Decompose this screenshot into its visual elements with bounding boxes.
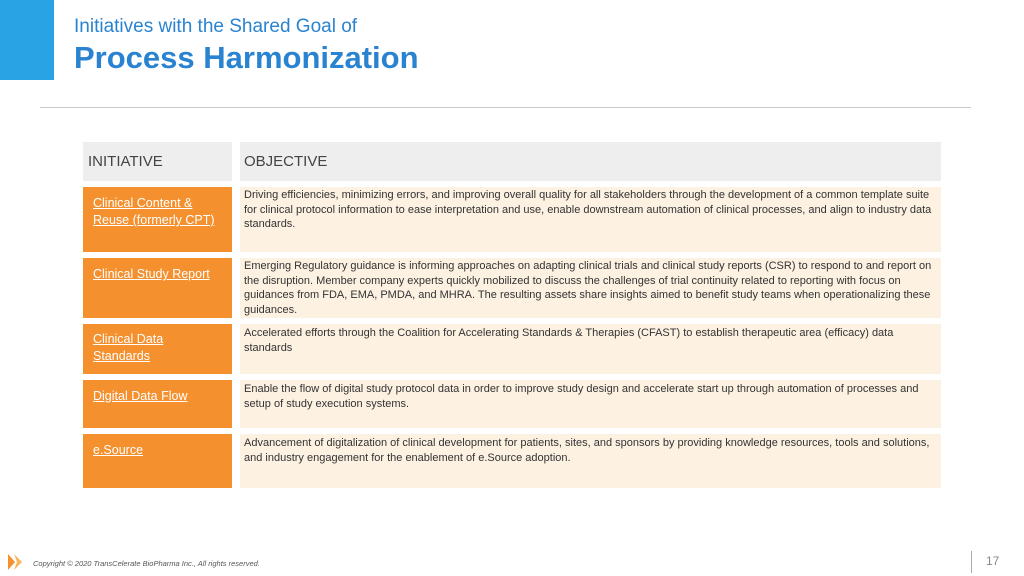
initiatives-table [83,142,941,488]
page-subtitle: Initiatives with the Shared Goal of [74,16,358,37]
copyright-text: Copyright © 2020 TransCelerate BioPharma Inc., All rights reserved. [33,559,260,568]
objective-cell: Enable the flow of digital study protocol data in order to improve study design and accelerate start up through automation of processes and setup of study execution systems. [240,380,941,428]
accent-block [0,0,54,80]
objective-cell: Advancement of digitalization of clinical development for patients, sites, and sponsors by providing knowledge resources, tools and solutions, and industry engagement for the enablement of e.Source adoption. [240,434,941,488]
initiative-link-esource[interactable]: e.Source [93,443,144,457]
objective-header: OBJECTIVE [240,142,941,181]
objective-cell: Driving efficiencies, minimizing errors, and improving overall quality for all stakeholders through the development of a common template suite for clinical protocol information to ease interpretation and use, enable downstream automation of clinical processes, and align to industry data standards. [240,187,941,252]
transcelerate-logo-icon [6,552,24,572]
initiative-cell [83,434,232,488]
initiative-link-clinical-data-standards[interactable]: Clinical Data Standards [93,332,164,363]
initiative-link-clinical-content[interactable]: Clinical Content & Reuse (formerly CPT) [93,196,215,227]
title-divider [40,107,971,108]
initiative-link-digital-data-flow[interactable]: Digital Data Flow [93,389,188,403]
page-number-divider [971,551,972,573]
initiative-header: INITIATIVE [83,142,232,181]
initiative-link-clinical-study-report[interactable]: Clinical Study Report [93,267,210,281]
objective-cell: Accelerated efforts through the Coalition for Accelerating Standards & Therapies (CFAST) to establish therapeutic area (efficacy) data standards [240,324,941,374]
objective-cell: Emerging Regulatory guidance is informing approaches on adapting clinical trials and clinical study reports (CSR) to respond to and report on the disruption. Member company experts quickly mobilized to discuss the challenges of trial continuity related to reporting with focus on guidances from FDA, EMA, PMDA, and MHRA. The resulting assets share insights aimed to benefit study teams when operationalizing these guidances. [240,258,941,318]
initiative-cell [83,187,232,252]
initiative-cell [83,380,232,428]
page-number: 17 [986,554,1000,568]
initiative-cell [83,324,232,374]
page-title: Process Harmonization [74,40,419,75]
initiative-cell [83,258,232,318]
